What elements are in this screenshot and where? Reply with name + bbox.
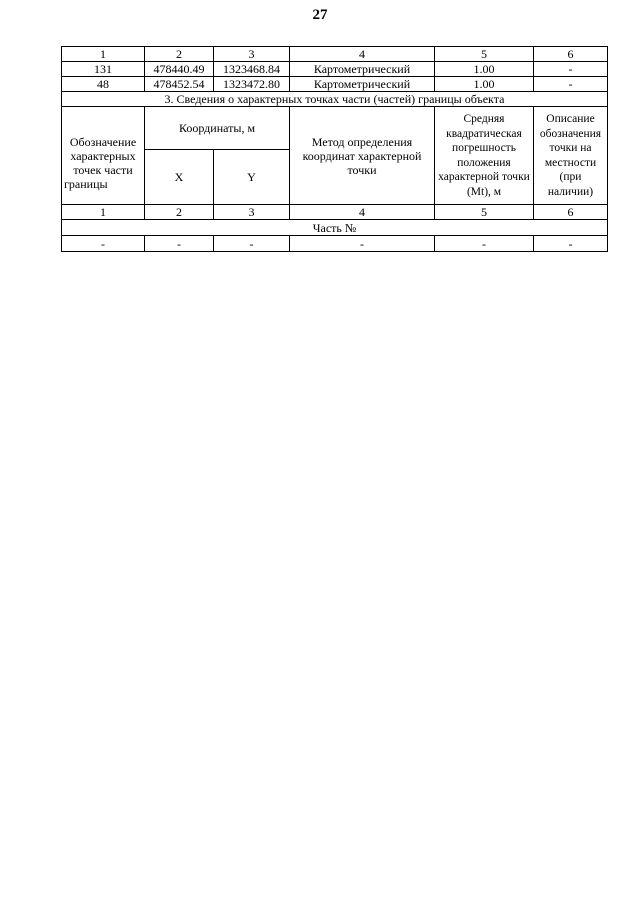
header-number-cell: 1 — [62, 47, 145, 62]
header-number-cell: 2 — [145, 205, 214, 220]
empty-cell: - — [145, 236, 214, 252]
table-row — [62, 62, 608, 77]
header-number-cell: 2 — [145, 47, 214, 62]
error-cell: 1.00 — [435, 62, 534, 77]
empty-cell: - — [534, 236, 608, 252]
y-header: Y — [214, 150, 290, 205]
point-id-cell: 48 — [62, 77, 145, 92]
empty-cell: - — [435, 236, 534, 252]
header-number-cell: 5 — [435, 205, 534, 220]
part-label-row — [62, 220, 608, 236]
y-coordinate-cell: 1323472.80 — [214, 77, 290, 92]
section-header-row — [62, 107, 608, 150]
section-numbers-row — [62, 205, 608, 220]
description-header: Описание обозначения точки на местности (при наличии) — [534, 107, 608, 205]
error-cell: 1.00 — [435, 77, 534, 92]
method-cell: Картометрический — [290, 62, 435, 77]
point-id-cell: 131 — [62, 62, 145, 77]
designation-header: Обозначение характерных точек части границы — [62, 107, 145, 205]
table-row — [62, 236, 608, 252]
error-header: Средняя квадратическая погрешность положения характерной точки (Mt), м — [435, 107, 534, 205]
coordinates-table — [61, 46, 608, 252]
header-number-cell: 3 — [214, 47, 290, 62]
header-number-cell: 4 — [290, 205, 435, 220]
x-coordinate-cell: 478452.54 — [145, 77, 214, 92]
method-header: Метод определения координат характерной точки — [290, 107, 435, 205]
description-cell: - — [534, 62, 608, 77]
part-label: Часть № — [62, 220, 608, 236]
x-coordinate-cell: 478440.49 — [145, 62, 214, 77]
y-coordinate-cell: 1323468.84 — [214, 62, 290, 77]
section-title-row — [62, 92, 608, 107]
x-header: X — [145, 150, 214, 205]
description-cell: - — [534, 77, 608, 92]
table-row — [62, 77, 608, 92]
method-cell: Картометрический — [290, 77, 435, 92]
empty-cell: - — [62, 236, 145, 252]
table-header-numbers-row — [62, 47, 608, 62]
header-number-cell: 1 — [62, 205, 145, 220]
header-number-cell: 4 — [290, 47, 435, 62]
header-number-cell: 3 — [214, 205, 290, 220]
header-number-cell: 5 — [435, 47, 534, 62]
page-number: 27 — [312, 7, 328, 23]
header-number-cell: 6 — [534, 205, 608, 220]
empty-cell: - — [214, 236, 290, 252]
coordinates-header: Координаты, м — [145, 107, 290, 150]
empty-cell: - — [290, 236, 435, 252]
section-title: 3. Сведения о характерных точках части (частей) границы объекта — [62, 92, 608, 107]
header-number-cell: 6 — [534, 47, 608, 62]
